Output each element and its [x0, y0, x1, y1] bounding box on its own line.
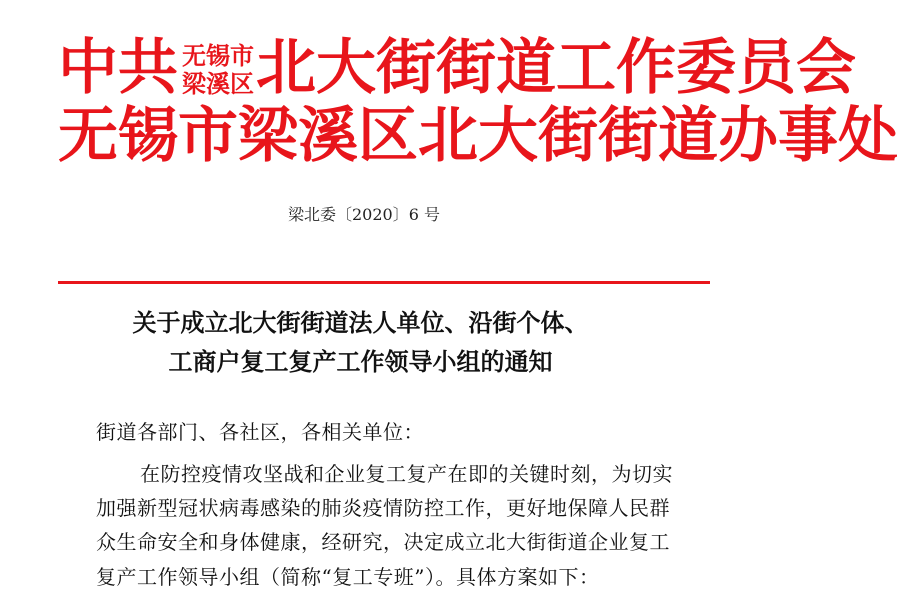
body-line: 众生命安全和身体健康，经研究，决定成立北大街街道企业复工	[96, 530, 670, 554]
salutation: 街道各部门、各社区，各相关单位：	[96, 420, 424, 444]
header-stacked-place	[182, 42, 254, 98]
header-line-party-committee	[58, 33, 856, 103]
header-line-office: 无锡市梁溪区北大街街道办事处	[58, 101, 898, 171]
notice-title-line-1: 关于成立北大街街道法人单位、沿街个体、	[132, 308, 589, 337]
header-stack-district: 梁溪区	[182, 70, 254, 98]
body-line: 复产工作领导小组（简称“复工专班”）。具体方案如下：	[96, 565, 600, 589]
header-stack-city: 无锡市	[182, 42, 254, 70]
header-prefix: 中共	[58, 33, 178, 103]
header-committee-name: 北大街街道工作委员会	[256, 33, 856, 103]
red-divider	[58, 281, 710, 284]
notice-title-line-2: 工商户复工复产工作领导小组的通知	[168, 347, 553, 376]
body-line: 在防控疫情攻坚战和企业复工复产在即的关键时刻，为切实	[140, 462, 673, 486]
body-line: 加强新型冠状病毒感染的肺炎疫情防控工作，更好地保障人民群	[96, 496, 670, 520]
document-number: 梁北委〔2020〕6 号	[288, 205, 440, 224]
